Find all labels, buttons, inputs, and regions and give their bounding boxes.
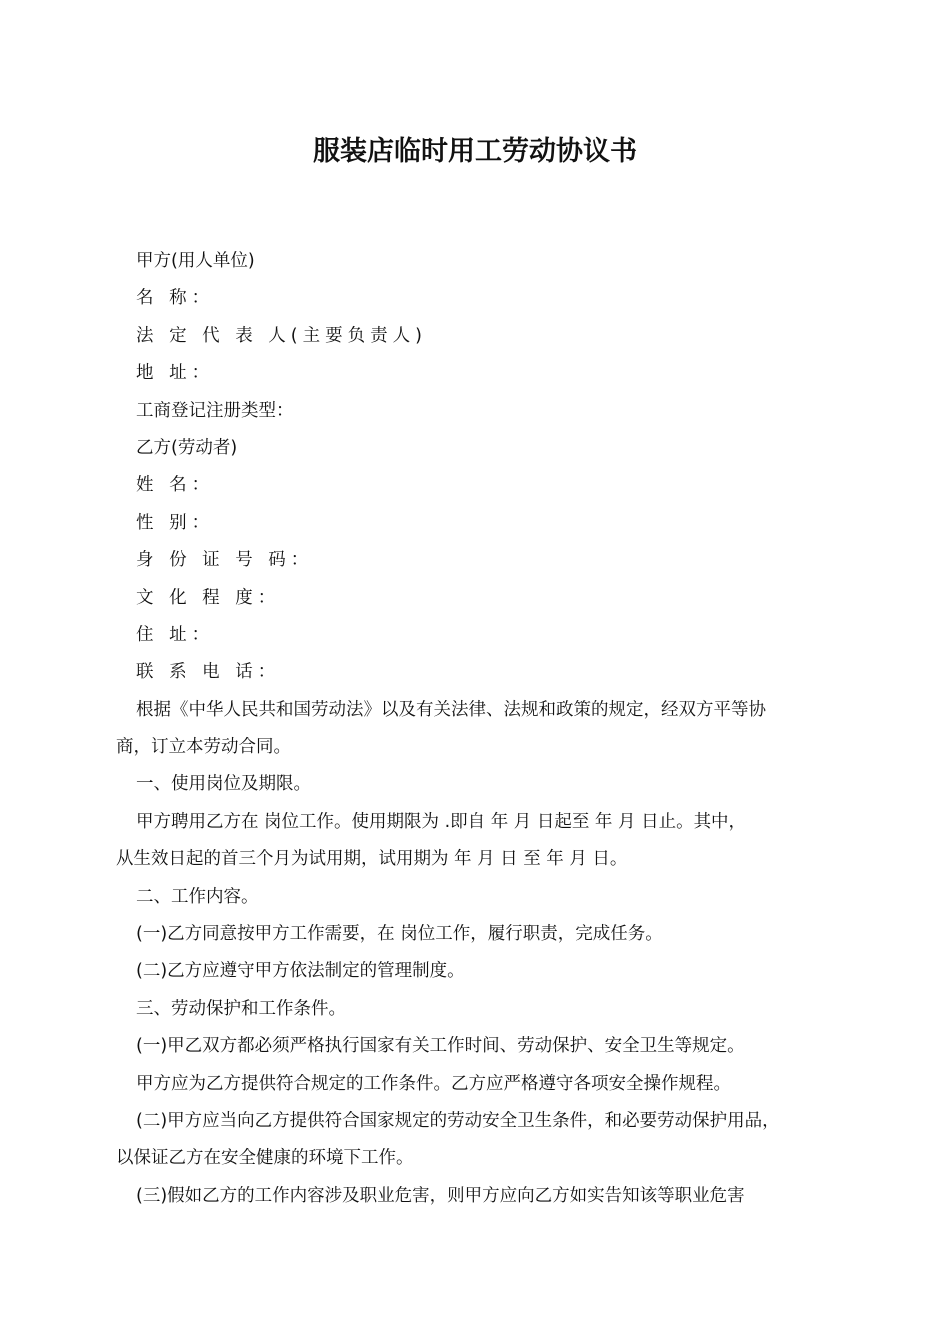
preamble-paragraph-continued: 商，订立本劳动合同。: [116, 737, 291, 758]
party-b-name-field: 姓 名：: [136, 475, 215, 496]
party-a-heading: 甲方(用人单位): [136, 251, 255, 271]
document-body: [116, 243, 836, 1215]
party-b-heading: 乙方(劳动者): [136, 437, 238, 458]
document-title: 服装店临时用工劳动协议书: [313, 136, 637, 167]
party-a-name-field: 名 称：: [136, 288, 215, 309]
party-b-gender-field: 性 别：: [136, 512, 215, 533]
section-3-item-2: (二)甲方应当向乙方提供符合国家规定的劳动安全卫生条件，和必要劳动保护用品，: [136, 1110, 780, 1131]
section-2-item-2: (二)乙方应遵守甲方依法制定的管理制度。: [136, 961, 465, 982]
party-a-address-field: 地 址：: [136, 363, 215, 384]
section-3-item-2-continued: 以保证乙方在安全健康的环境下工作。: [116, 1148, 414, 1169]
party-b-address-field: 住 址：: [136, 624, 215, 645]
section-1-heading: 一、使用岗位及期限。: [136, 774, 311, 795]
section-1-paragraph-continued: 从生效日起的首三个月为试用期，试用期为 年 月 日 至 年 月 日。: [116, 849, 628, 870]
preamble-paragraph: 根据《中华人民共和国劳动法》以及有关法律、法规和政策的规定，经双方平等协: [136, 699, 766, 720]
party-b-phone-field: 联 系 电 话：: [136, 662, 281, 683]
section-3-item-1-continued: 甲方应为乙方提供符合规定的工作条件。乙方应严格遵守各项安全操作规程。: [136, 1073, 731, 1094]
section-3-item-1: (一)甲乙双方都必须严格执行国家有关工作时间、劳动保护、安全卫生等规定。: [136, 1036, 745, 1057]
section-2-heading: 二、工作内容。: [136, 886, 259, 907]
party-a-legal-rep-field: 法 定 代 表 人(主要负责人): [136, 325, 427, 346]
party-b-id-number-field: 身 份 证 号 码：: [136, 550, 314, 571]
party-a-registration-type-field: 工商登记注册类型：: [136, 400, 294, 421]
section-1-paragraph: 甲方聘用乙方在 岗位工作。使用期限为 .即自 年 月 日起至 年 月 日止。其中，: [136, 811, 747, 832]
party-b-education-field: 文 化 程 度：: [136, 587, 281, 608]
section-3-heading: 三、劳动保护和工作条件。: [136, 998, 346, 1019]
section-3-item-3: (三)假如乙方的工作内容涉及职业危害，则甲方应向乙方如实告知该等职业危害: [136, 1185, 745, 1206]
section-2-item-1: (一)乙方同意按甲方工作需要，在 岗位工作，履行职责，完成任务。: [136, 924, 663, 945]
